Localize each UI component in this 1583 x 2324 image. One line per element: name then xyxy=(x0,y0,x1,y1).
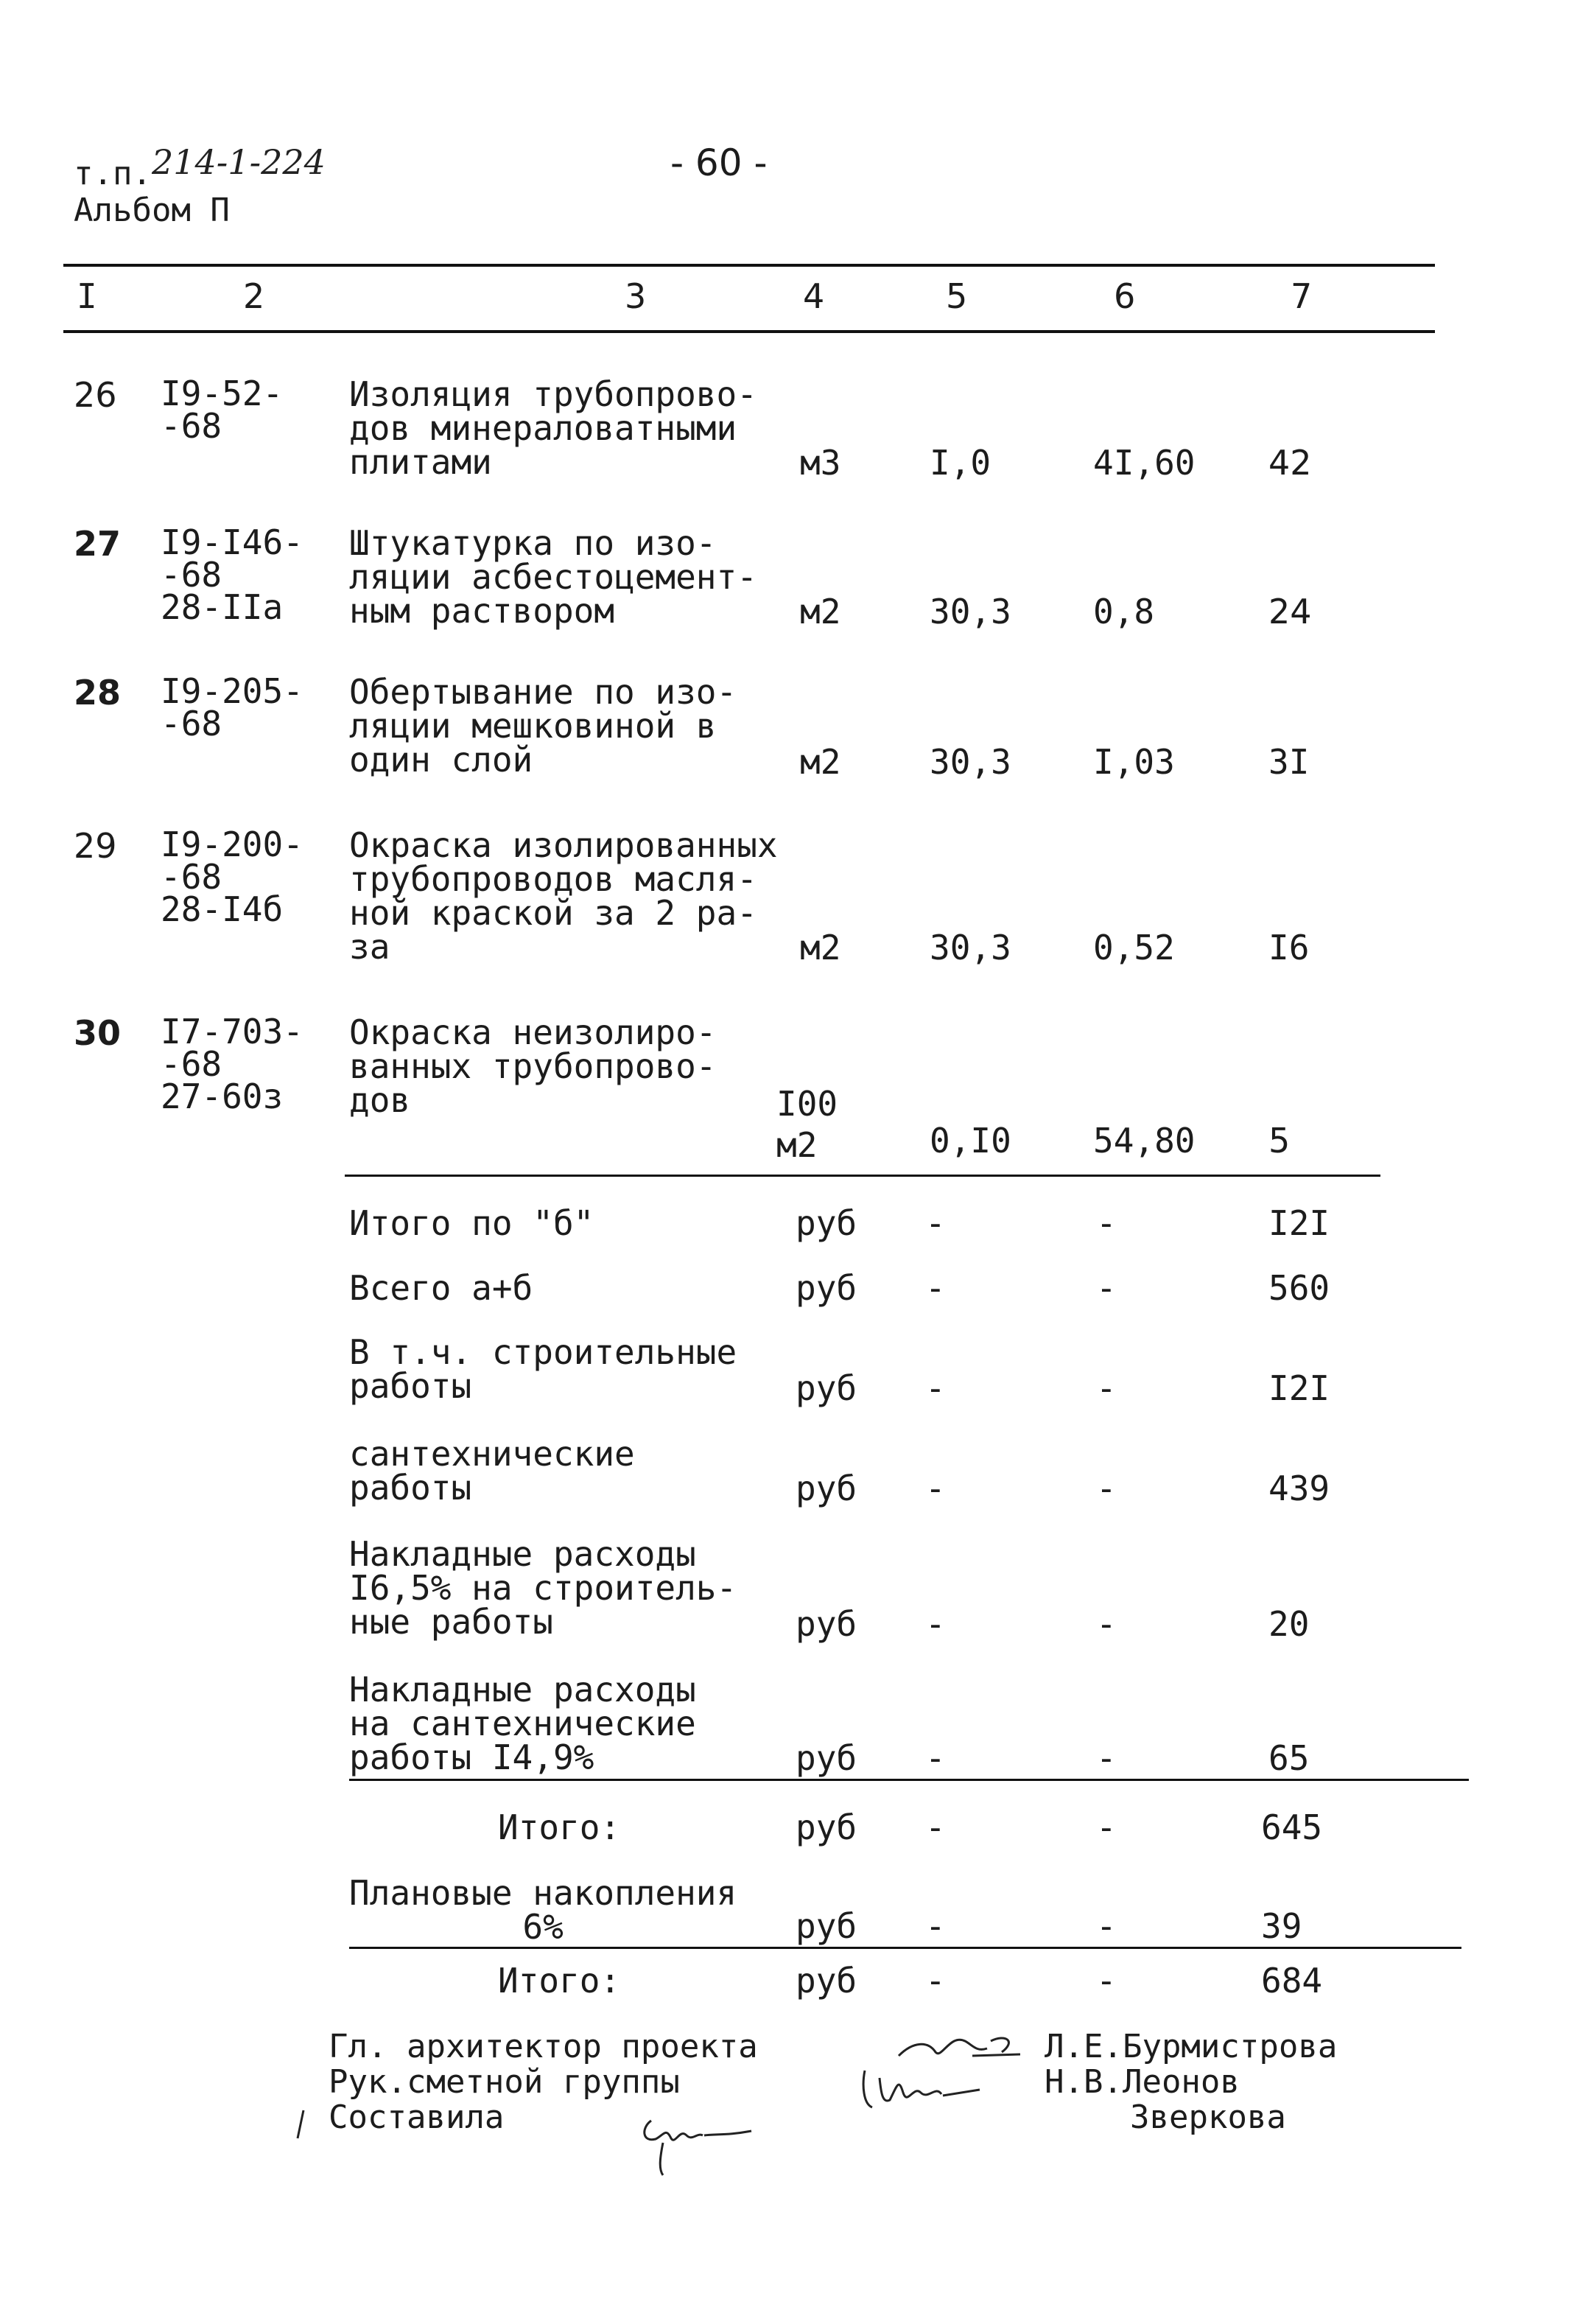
col-header-7: 7 xyxy=(1291,276,1313,316)
row-code: I7-703- -68 27-60з xyxy=(161,1012,303,1116)
summary-unit: руб xyxy=(796,1268,857,1308)
row-unit: м2 xyxy=(800,742,841,782)
row-quantity: 30,3 xyxy=(930,592,1011,631)
summary-label: Накладные расходы I6,5% на строитель- ные работы xyxy=(349,1534,737,1642)
summary-total: I2I xyxy=(1268,1203,1330,1243)
summary-label: сантехнические работы xyxy=(349,1434,635,1508)
summary-qty: - xyxy=(925,1961,946,2001)
handwritten-signature-3-icon xyxy=(633,2099,766,2180)
summary-unit: руб xyxy=(796,1604,857,1644)
summary-qty: - xyxy=(925,1604,946,1644)
album-label: Альбом П xyxy=(74,192,230,229)
row-total: 3I xyxy=(1268,742,1310,782)
row-code: I9-200- -68 28-I4б xyxy=(161,825,303,929)
summary-unit: руб xyxy=(796,1961,857,2001)
summary-label: Всего а+б xyxy=(349,1268,533,1308)
total-rule xyxy=(349,1947,1461,1949)
summary-unit: руб xyxy=(796,1469,857,1508)
table-top-rule xyxy=(63,264,1435,267)
summary-unit: руб xyxy=(796,1203,857,1243)
summary-price: - xyxy=(1096,1368,1117,1408)
row-code: I9-I46- -68 28-IIа xyxy=(161,522,303,627)
signature-name: Л.Е.Бурмистрова xyxy=(1045,2028,1338,2065)
summary-total: 684 xyxy=(1261,1961,1323,2001)
col-header-3: 3 xyxy=(625,276,647,316)
row-unit: I00 м2 xyxy=(776,1084,838,1165)
summary-total: 560 xyxy=(1268,1268,1330,1308)
summary-price: - xyxy=(1096,1268,1117,1308)
row-total: 42 xyxy=(1268,443,1312,483)
row-total: I6 xyxy=(1268,928,1310,967)
row-unit: м2 xyxy=(800,592,841,631)
row-unit-price: 0,8 xyxy=(1093,592,1155,631)
row-description: Обертывание по изо- ляции мешковиной в один слой xyxy=(349,672,737,780)
row-unit-price: 0,52 xyxy=(1093,928,1175,967)
summary-unit: руб xyxy=(796,1807,857,1847)
row-code: I9-205- -68 xyxy=(161,671,303,743)
summary-label: В т.ч. строительные работы xyxy=(349,1332,737,1406)
signature-role: Составила xyxy=(329,2099,505,2136)
col-header-6: 6 xyxy=(1114,276,1136,316)
row-total: 24 xyxy=(1268,592,1312,631)
row-total: 5 xyxy=(1268,1121,1291,1161)
doc-reference xyxy=(74,142,326,192)
summary-unit: руб xyxy=(796,1738,857,1778)
row-code: I9-52- -68 xyxy=(161,374,284,446)
row-number: 27 xyxy=(74,524,122,564)
row-number: 26 xyxy=(74,375,117,415)
summary-price: - xyxy=(1096,1906,1117,1946)
summary-total: I2I xyxy=(1268,1368,1330,1408)
summary-qty: - xyxy=(925,1906,946,1946)
row-number: 30 xyxy=(74,1013,122,1053)
row-quantity: 0,I0 xyxy=(930,1121,1011,1161)
summary-price: - xyxy=(1096,1469,1117,1508)
col-header-4: 4 xyxy=(803,276,825,316)
summary-qty: - xyxy=(925,1469,946,1508)
table-header-rule xyxy=(63,330,1435,333)
row-unit-price: 4I,60 xyxy=(1093,443,1196,483)
summary-price: - xyxy=(1096,1961,1117,2001)
subtotal-rule xyxy=(349,1779,1469,1781)
doc-reference-prefix: т.п. xyxy=(74,155,152,192)
rows-end-rule xyxy=(345,1175,1380,1177)
signature-role: Гл. архитектор проекта xyxy=(329,2028,758,2065)
row-unit-price: 54,80 xyxy=(1093,1121,1196,1161)
summary-qty: - xyxy=(925,1368,946,1408)
row-description: Штукатурка по изо- ляции асбестоцемент- ным раствором xyxy=(349,523,757,631)
summary-unit: руб xyxy=(796,1368,857,1408)
summary-price: - xyxy=(1096,1604,1117,1644)
summary-qty: - xyxy=(925,1738,946,1778)
row-description: Изоляция трубопрово- дов минераловатными плитами xyxy=(349,374,757,482)
signature-name: Зверкова xyxy=(1130,2099,1286,2136)
col-header-2: 2 xyxy=(243,276,265,316)
row-description: Окраска изолированных трубопроводов масля- ной краской за 2 ра- за xyxy=(349,825,778,967)
summary-qty: - xyxy=(925,1807,946,1847)
summary-qty: - xyxy=(925,1203,946,1243)
summary-price: - xyxy=(1096,1807,1117,1847)
row-quantity: 30,3 xyxy=(930,928,1011,967)
summary-total: 20 xyxy=(1268,1604,1310,1644)
page-number: - 60 - xyxy=(670,141,768,184)
summary-label: Накладные расходы на сантехнические работы I4,9% xyxy=(349,1670,696,1777)
margin-mark-icon xyxy=(292,2106,309,2143)
summary-total: 65 xyxy=(1268,1738,1310,1778)
summary-label: Итого: xyxy=(498,1807,621,1847)
row-unit: м3 xyxy=(800,443,841,483)
row-number: 29 xyxy=(74,826,117,866)
col-header-1: I xyxy=(77,276,97,316)
summary-qty: - xyxy=(925,1268,946,1308)
summary-unit: руб xyxy=(796,1906,857,1946)
summary-total: 439 xyxy=(1268,1469,1330,1508)
handwritten-signature-2-icon xyxy=(854,2063,1024,2122)
col-header-5: 5 xyxy=(946,276,968,316)
signature-role: Рук.сметной группы xyxy=(329,2063,680,2101)
summary-total: 645 xyxy=(1261,1807,1323,1847)
row-quantity: 30,3 xyxy=(930,742,1011,782)
summary-price: - xyxy=(1096,1203,1117,1243)
row-unit-price: I,03 xyxy=(1093,742,1175,782)
row-unit: м2 xyxy=(800,928,841,967)
summary-price: - xyxy=(1096,1738,1117,1778)
signature-name: Н.В.Леонов xyxy=(1045,2063,1240,2101)
summary-label: Плановые накопления 6% xyxy=(349,1873,737,1947)
doc-reference-handwritten: 214-1-224 xyxy=(151,142,326,182)
summary-total: 39 xyxy=(1261,1906,1302,1946)
row-quantity: I,0 xyxy=(930,443,991,483)
row-description: Окраска неизолиро- ванных трубопрово- дов xyxy=(349,1012,717,1120)
summary-label: Итого: xyxy=(498,1961,621,2001)
row-number: 28 xyxy=(74,673,122,713)
summary-label: Итого по "б" xyxy=(349,1203,594,1243)
